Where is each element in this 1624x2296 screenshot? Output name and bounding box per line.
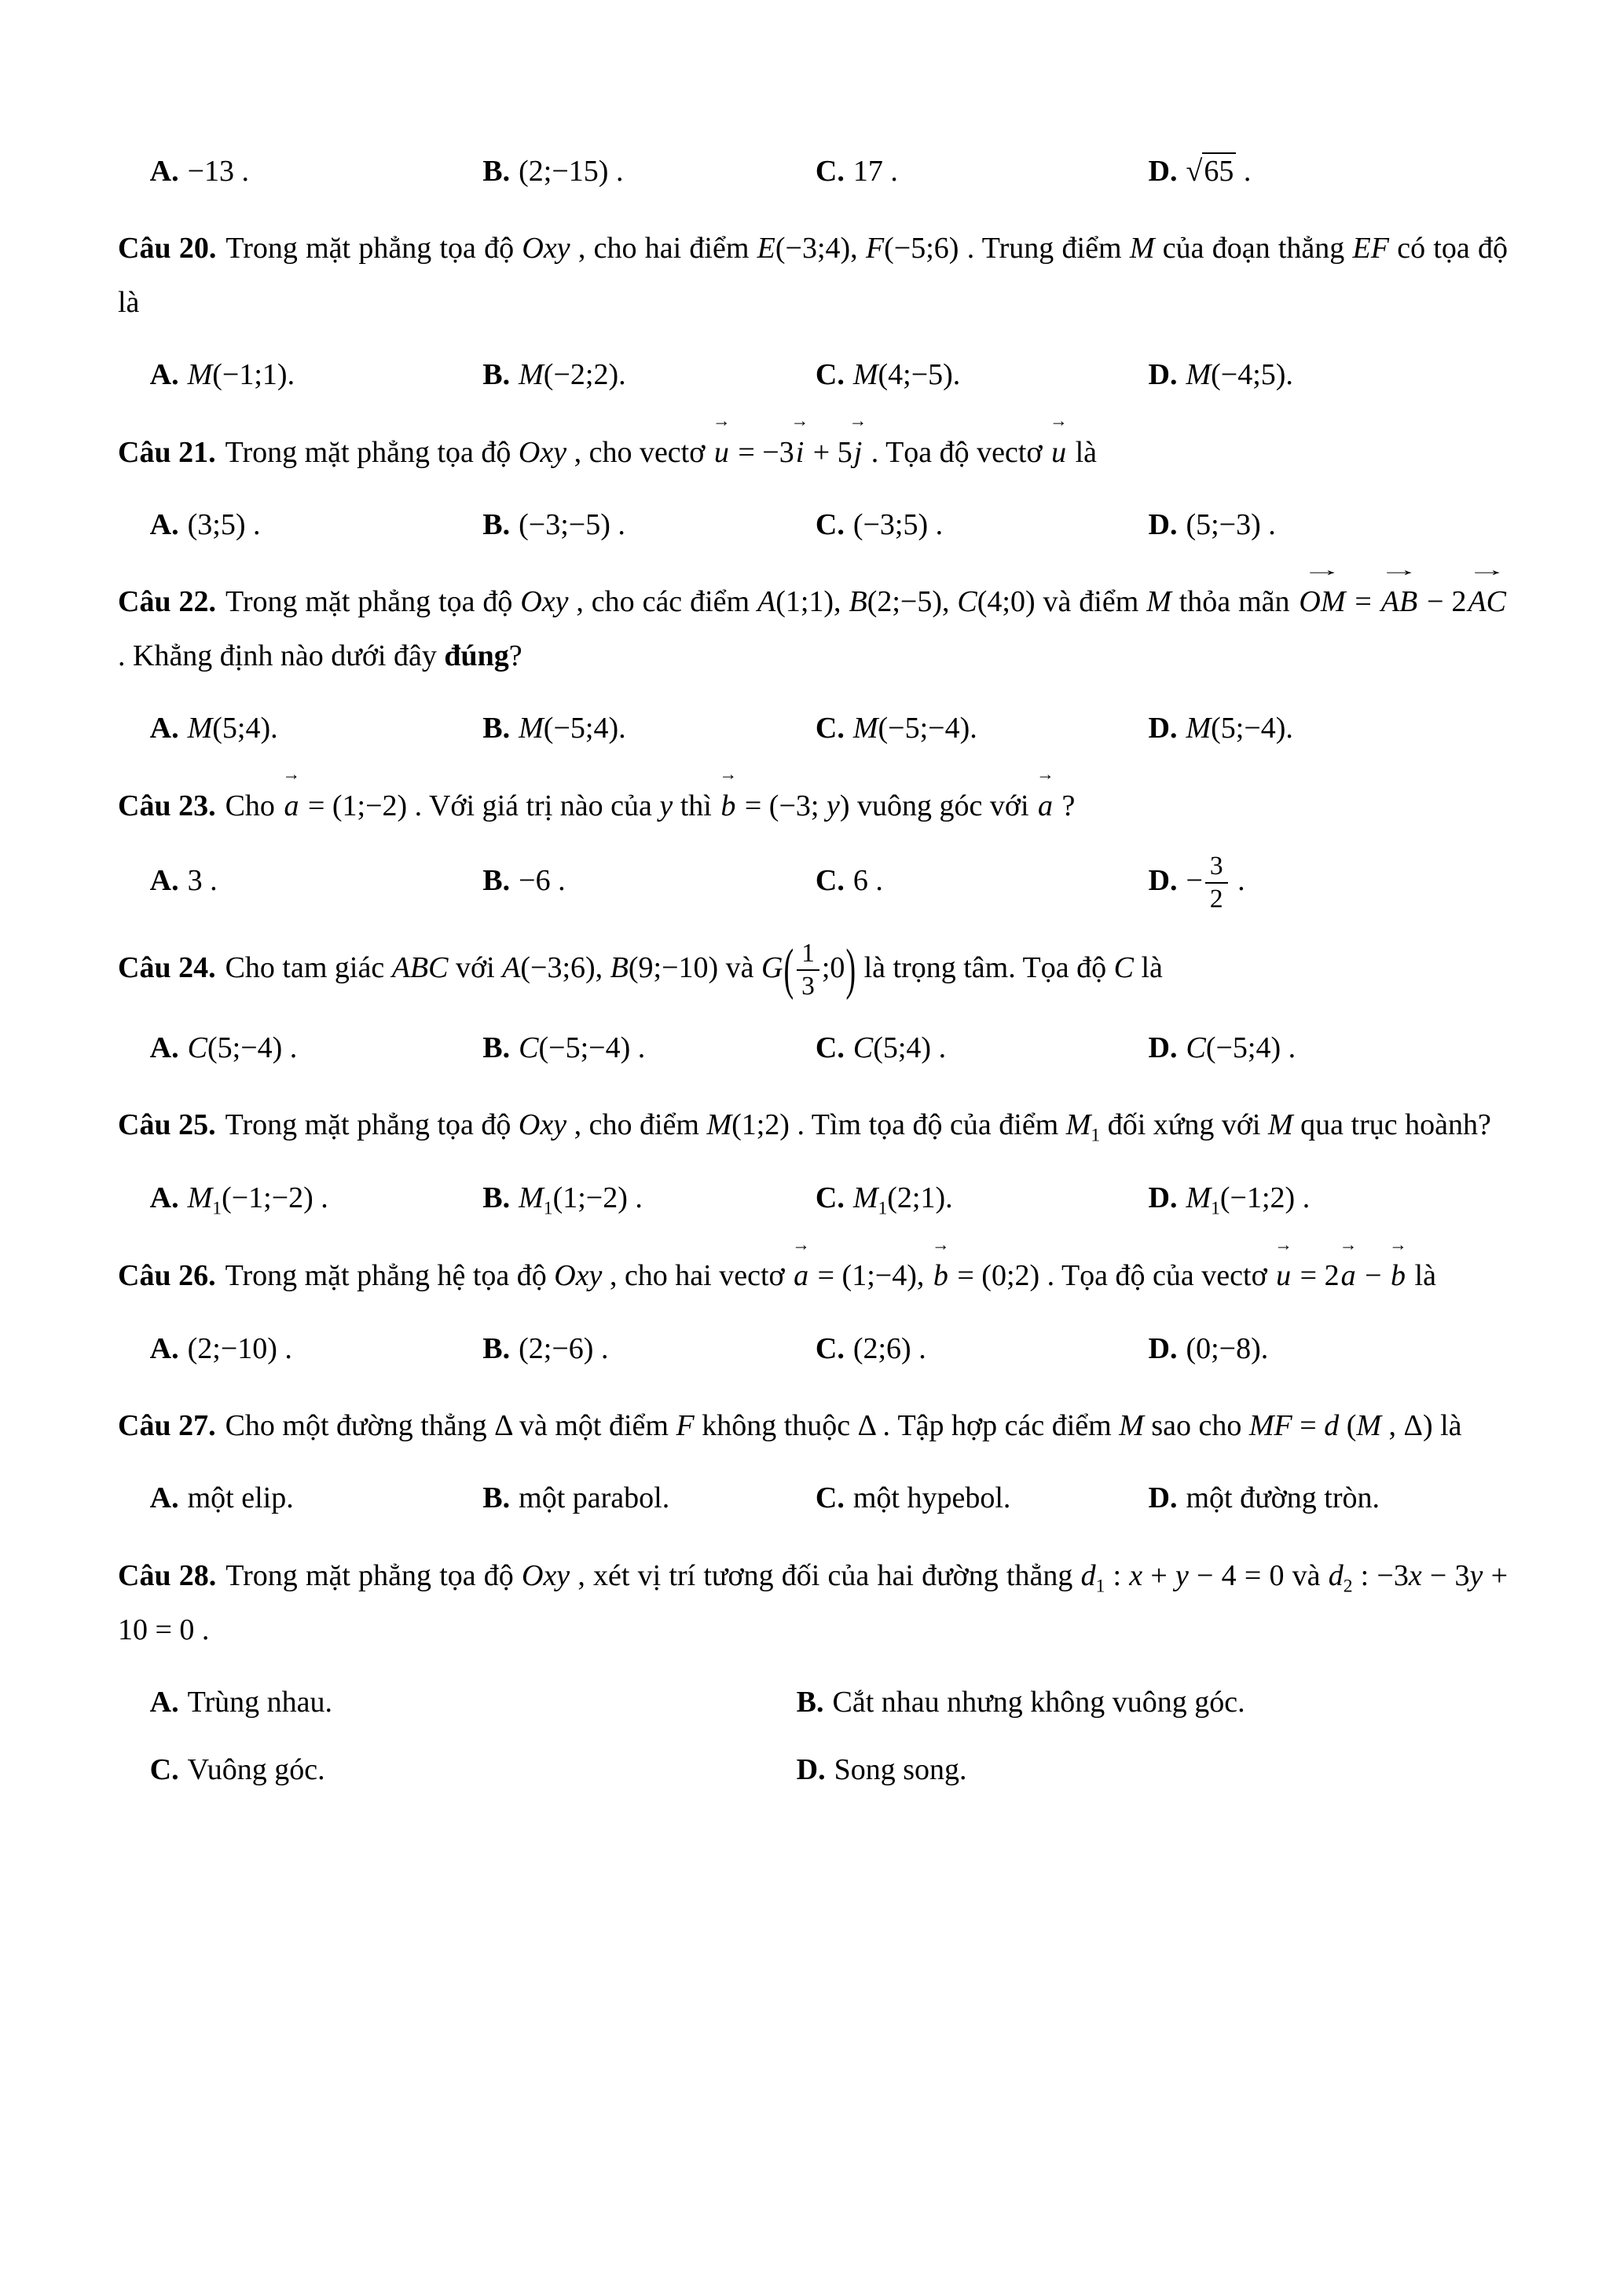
- option-text: một đường tròn.: [1186, 1481, 1380, 1515]
- option-text: $M_1(1;-2)$ .: [519, 1181, 643, 1219]
- option-label: C.: [815, 155, 845, 188]
- option-label: C.: [815, 358, 845, 392]
- option-text: M(5;−4).: [1186, 712, 1293, 745]
- question-stem: [118, 222, 1508, 329]
- option-label: A.: [149, 1181, 179, 1215]
- question-23: [118, 779, 1508, 915]
- option-label: A.: [149, 864, 179, 898]
- option-label: A.: [149, 1031, 179, 1064]
- question-text: Trong mặt phẳng tọa độ Oxy , cho các điểm A(1;1), B(2;−5), C(4;0) và điểm M thỏa mãn → OM = → AB − 2→ AC . Khẳng định nào dưới đây đúng?: [118, 585, 1508, 672]
- option-a: [150, 1471, 483, 1525]
- option-label: C.: [149, 1753, 179, 1787]
- option-label: B.: [482, 864, 511, 898]
- option-text: Cắt nhau nhưng không vuông góc.: [832, 1686, 1245, 1719]
- question-stem: [118, 426, 1508, 479]
- option-label: D.: [1148, 1331, 1178, 1365]
- options-row: [118, 498, 1508, 551]
- option-c: [816, 498, 1149, 551]
- question-text: Trong mặt phẳng tọa độ Oxy , xét vị trí tương đối của hai đường thẳng $d_1$ : x + y − 4 = 0 và $d_2$ : −3x − 3y + 10 = 0 .: [118, 1558, 1509, 1646]
- question-stem: [118, 939, 1508, 1002]
- option-text: M(4;−5).: [852, 358, 961, 392]
- option-label: B.: [482, 358, 511, 392]
- question-stem: [118, 1098, 1508, 1152]
- option-a: [150, 498, 483, 551]
- option-text: $M_1(-1;-2)$ .: [187, 1181, 328, 1219]
- option-text: một parabol.: [519, 1481, 670, 1515]
- option-text: 6 .: [852, 864, 883, 898]
- option-a: [150, 348, 483, 401]
- option-text: C(5;−4) .: [187, 1031, 298, 1064]
- option-d: [1149, 701, 1509, 755]
- option-text: C(−5;−4) .: [519, 1031, 646, 1064]
- option-text: (−3;−5) .: [519, 507, 625, 541]
- option-label: A.: [149, 1686, 179, 1719]
- option-c: [816, 1021, 1149, 1075]
- option-label: C.: [815, 864, 845, 898]
- question-24: [118, 939, 1508, 1075]
- option-text: M(−5;−4).: [852, 712, 977, 745]
- option-c: [816, 1322, 1149, 1375]
- option-b: [482, 1322, 816, 1375]
- option-d: [1149, 1322, 1509, 1375]
- question-number: Câu 20.: [118, 232, 217, 265]
- option-label: B.: [482, 1481, 511, 1515]
- option-text: − $\frac{3}{2}$ .: [1186, 851, 1245, 914]
- option-label: C.: [815, 1181, 845, 1215]
- option-text: Song song.: [834, 1753, 967, 1787]
- answer-row: [118, 145, 1508, 198]
- question-21: [118, 426, 1508, 552]
- option-label: A.: [149, 155, 179, 188]
- option-text: 3 .: [187, 864, 218, 898]
- option-a: [150, 701, 483, 755]
- option-label: B.: [482, 155, 511, 188]
- option-c: [816, 348, 1149, 401]
- question-20: [118, 222, 1508, 401]
- option-label: D.: [1148, 1031, 1178, 1064]
- option-label: D.: [1148, 864, 1178, 898]
- option-label: D.: [796, 1753, 826, 1787]
- option-text: −13 .: [187, 155, 250, 188]
- option-a: [150, 854, 483, 907]
- option-b: [482, 1471, 816, 1525]
- option-label: B.: [482, 507, 511, 541]
- question-text: Cho → a = (1;−2) . Với giá trị nào của y thì → b = (−3; y) vuông góc với → a ?: [225, 789, 1076, 822]
- option-text: M(−1;1).: [187, 358, 295, 392]
- option-text: M(−5;4).: [519, 712, 626, 745]
- option-c: [816, 854, 1149, 907]
- option-label: D.: [1148, 155, 1178, 188]
- option-text: (2;6) .: [852, 1331, 926, 1365]
- question-text: Trong mặt phẳng hệ tọa độ Oxy , cho hai vectơ → a = (1;−4), → b = (0;2) . Tọa độ của vectơ → u = 2→ a − → b là: [225, 1259, 1436, 1292]
- option-text: C(5;4) .: [852, 1031, 947, 1064]
- option-label: B.: [482, 1031, 511, 1064]
- option-c: [816, 145, 1149, 198]
- option-label: C.: [815, 1031, 845, 1064]
- option-text: $M_1(2;1)$.: [852, 1181, 953, 1219]
- option-label: B.: [482, 712, 511, 745]
- option-label: D.: [1148, 507, 1178, 541]
- option-d: [1149, 1021, 1509, 1075]
- option-b: [482, 348, 816, 401]
- question-number: Câu 22.: [118, 585, 216, 619]
- question-stem: [118, 779, 1508, 833]
- options-row: [118, 851, 1508, 915]
- question-stem: [118, 1249, 1508, 1302]
- option-c: [816, 1471, 1149, 1525]
- option-label: B.: [482, 1181, 511, 1215]
- option-text: một elip.: [187, 1481, 294, 1515]
- option-label: C.: [815, 1481, 845, 1515]
- option-text: (5;−3) .: [1186, 507, 1276, 541]
- question-number: Câu 28.: [118, 1558, 217, 1592]
- option-d: [1149, 348, 1509, 401]
- question-number: Câu 27.: [118, 1408, 216, 1442]
- option-label: D.: [1148, 1181, 1178, 1215]
- option-label: C.: [815, 507, 845, 541]
- option-c: [816, 1171, 1149, 1225]
- option-d: [797, 1743, 1508, 1796]
- question-text: Trong mặt phẳng tọa độ Oxy , cho vectơ → u = −3→ i + 5→ j . Tọa độ vectơ → u là: [225, 436, 1097, 469]
- option-d: [1149, 1171, 1509, 1225]
- option-text: M(5;4).: [187, 712, 278, 745]
- option-b: [482, 498, 816, 551]
- options-row: [118, 1675, 1508, 1797]
- question-stem: [118, 1549, 1508, 1657]
- option-b: [482, 145, 816, 198]
- options-row: [118, 1471, 1508, 1525]
- question-text: Cho một đường thẳng Δ và một điểm F không thuộc Δ . Tập hợp các điểm M sao cho MF = d (M , Δ) là: [225, 1408, 1462, 1442]
- option-label: A.: [149, 358, 179, 392]
- option-text: (2;−15) .: [519, 155, 624, 188]
- option-label: D.: [1148, 712, 1178, 745]
- question-22: [118, 575, 1508, 755]
- option-d: [1149, 498, 1509, 551]
- option-text: √65 .: [1186, 152, 1251, 188]
- option-a: [150, 1322, 483, 1375]
- option-text: một hypebol.: [852, 1481, 1011, 1515]
- option-text: −6 .: [519, 864, 566, 898]
- option-label: A.: [149, 507, 179, 541]
- option-d: [1149, 1471, 1509, 1525]
- option-text: C(−5;4) .: [1186, 1031, 1296, 1064]
- question-number: Câu 24.: [118, 950, 216, 984]
- options-row: [118, 1171, 1508, 1225]
- option-a: [150, 1675, 797, 1729]
- option-b: [797, 1675, 1508, 1729]
- question-number: Câu 26.: [118, 1259, 216, 1293]
- option-text: Trùng nhau.: [187, 1686, 333, 1719]
- question-number: Câu 21.: [118, 435, 216, 469]
- question-text: Trong mặt phẳng tọa độ Oxy , cho điểm M(1;2) . Tìm tọa độ của điểm $M_1$ đối xứng với M qua trục hoành?: [225, 1108, 1491, 1146]
- question-number: Câu 23.: [118, 789, 216, 822]
- question-27: [118, 1399, 1508, 1525]
- question-26: [118, 1249, 1508, 1375]
- options-row: [118, 348, 1508, 401]
- option-text: (2;−6) .: [519, 1331, 609, 1365]
- option-label: A.: [149, 712, 179, 745]
- option-label: A.: [149, 1331, 179, 1365]
- question-25: [118, 1098, 1508, 1225]
- option-c: [150, 1743, 797, 1796]
- question-stem: [118, 575, 1508, 683]
- option-d: [1149, 145, 1509, 198]
- option-text: (2;−10) .: [187, 1331, 292, 1365]
- option-text: $M_1(-1;2)$ .: [1186, 1181, 1311, 1219]
- question-28: [118, 1549, 1508, 1797]
- question-stem: [118, 1399, 1508, 1452]
- question-text: Trong mặt phẳng tọa độ Oxy , cho hai điểm E(−3;4), F(−5;6) . Trung điểm M của đoạn thẳng EF có tọa độ là: [118, 232, 1509, 319]
- options-row: [118, 1322, 1508, 1375]
- option-d: [1149, 851, 1509, 915]
- option-label: C.: [815, 1331, 845, 1365]
- option-a: [150, 1171, 483, 1225]
- option-label: A.: [149, 1481, 179, 1515]
- options-row: [118, 1021, 1508, 1075]
- option-b: [482, 854, 816, 907]
- option-b: [482, 701, 816, 755]
- option-b: [482, 1171, 816, 1225]
- option-label: B.: [482, 1331, 511, 1365]
- option-c: [816, 701, 1149, 755]
- question-text: Cho tam giác ABC với A(−3;6), B(9;−10) và G( $\frac{1}{3}$ ;0) là trọng tâm. Tọa độ C là: [225, 938, 1163, 1002]
- options-row: [118, 701, 1508, 755]
- option-label: B.: [796, 1686, 824, 1719]
- option-text: 17 .: [852, 155, 898, 188]
- option-text: M(−2;2).: [519, 358, 626, 392]
- option-text: Vuông góc.: [187, 1753, 325, 1787]
- option-text: M(−4;5).: [1186, 358, 1293, 392]
- option-label: C.: [815, 712, 845, 745]
- option-a: [150, 145, 483, 198]
- option-text: (−3;5) .: [852, 507, 944, 541]
- question-number: Câu 25.: [118, 1108, 216, 1142]
- option-b: [482, 1021, 816, 1075]
- option-label: D.: [1148, 1481, 1178, 1515]
- option-text: (0;−8).: [1186, 1331, 1269, 1365]
- option-a: [150, 1021, 483, 1075]
- option-text: (3;5) .: [187, 507, 261, 541]
- option-label: D.: [1148, 358, 1178, 392]
